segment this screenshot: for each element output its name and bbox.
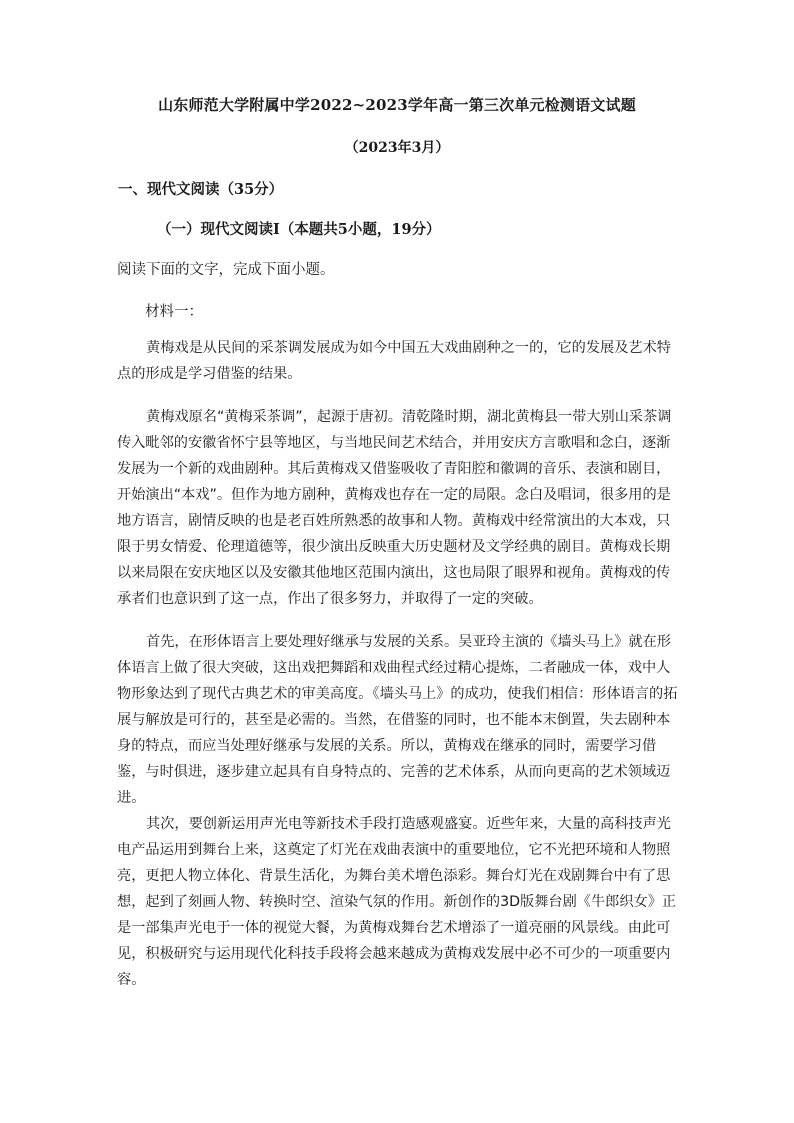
paragraph-line: 限于男女情爱、伦理道德等，很少演出反映重大历史题材及文学经典的剧目。黄梅戏长期	[117, 539, 671, 555]
paragraph-line: 发展为一个新的戏曲剧种。其后黄梅戏又借鉴吸收了青阳腔和徽调的音乐、表演和剧目，	[117, 461, 671, 477]
paragraph-line: 是一部集声光电于一体的视觉大餐，为黄梅戏舞台艺术增添了一道亮丽的风景线。由此可	[117, 920, 671, 936]
paragraph-line: 物形象达到了现代古典艺术的审美高度。《墙头马上》的成功，使我们相信：形体语言的拓	[117, 686, 678, 702]
paragraph-line: 亮，更把人物立体化、背景生活化，为舞台美术增色添彩。舞台灯光在戏剧舞台中有了思	[117, 868, 671, 884]
paragraph-line: 地方语言，剧情反映的也是老百姓所熟悉的故事和人物。黄梅戏中经常演出的大本戏，只	[117, 513, 671, 529]
sub-section-heading: （一）现代文阅读Ⅰ（本题共5小题，19分）	[157, 221, 441, 238]
paragraph-line: 黄梅戏原名“黄梅采茶调”，起源于唐初。清乾隆时期，湖北黄梅县一带大别山采茶调	[146, 409, 672, 425]
paragraph-line: 其次，要创新运用声光电等新技术手段打造感观盛宴。近些年来，大量的高科技声光	[146, 816, 671, 832]
reading-instruction: 阅读下面的文字，完成下面小题。	[117, 262, 335, 278]
paragraph-line: 首先，在形体语言上要处理好继承与发展的关系。吴亚玲主演的《墙头马上》就在形	[146, 634, 671, 650]
paragraph-line: 见，积极研究与运用现代化科技手段将会越来越成为黄梅戏发展中必不可少的一项重要内	[117, 946, 671, 962]
paragraph-line: 传入毗邻的安徽省怀宁县等地区，与当地民间艺术结合，并用安庆方言歌唱和念白，逐渐	[117, 435, 671, 451]
paragraph	[117, 404, 677, 612]
paragraph	[117, 811, 677, 993]
paragraph-line: 黄梅戏是从民间的采茶调发展成为如今中国五大戏曲剧种之一的，它的发展及艺术特	[146, 340, 671, 356]
paragraph-line: 展与解放是可行的，甚至是必需的。当然，在借鉴的同时，也不能本末倒置，失去剧种本	[117, 712, 671, 728]
material-label: 材料一：	[145, 304, 203, 320]
paragraph	[117, 629, 677, 811]
paragraph-line: 电产品运用到舞台上来，这奠定了灯光在戏曲表演中的重要地位，它不光把环境和人物照	[117, 842, 671, 858]
paragraph-line: 体语言上做了很大突破，这出戏把舞蹈和戏曲程式经过精心提炼，二者融成一体，戏中人	[117, 660, 671, 676]
paragraph-line: 以来局限在安庆地区以及安徽其他地区范围内演出，这也局限了眼界和视角。黄梅戏的传	[117, 565, 671, 581]
paragraph-line: 鉴，与时俱进，逐步建立起具有自身特点的、完善的艺术体系，从而向更高的艺术领域迈	[117, 764, 671, 780]
paragraph-line: 容。	[117, 972, 146, 988]
paragraph-line: 身的特点，而应当处理好继承与发展的关系。所以，黄梅戏在继承的同时，需要学习借	[117, 738, 657, 754]
paragraph	[117, 335, 677, 387]
paragraph-line: 承者们也意识到了这一点，作出了很多努力，并取得了一定的突破。	[117, 591, 543, 607]
exam-title: 山东师范大学附属中学2022~2023学年高一第三次单元检测语文试题	[158, 96, 636, 114]
paragraph-line: 进。	[117, 790, 146, 806]
paragraph-line: 开始演出“本戏”。但作为地方剧种，黄梅戏也存在一定的局限。念白及唱词，很多用的是	[117, 487, 671, 503]
paragraph-line: 想，起到了刻画人物、转换时空、渲染气氛的作用。新创作的3D版舞台剧《牛郎织女》正	[117, 894, 677, 910]
section-heading: 一、现代文阅读（35分）	[118, 181, 284, 198]
exam-date: （2023年3月）	[344, 140, 450, 156]
paragraph-line: 点的形成是学习借鉴的结果。	[117, 366, 302, 382]
